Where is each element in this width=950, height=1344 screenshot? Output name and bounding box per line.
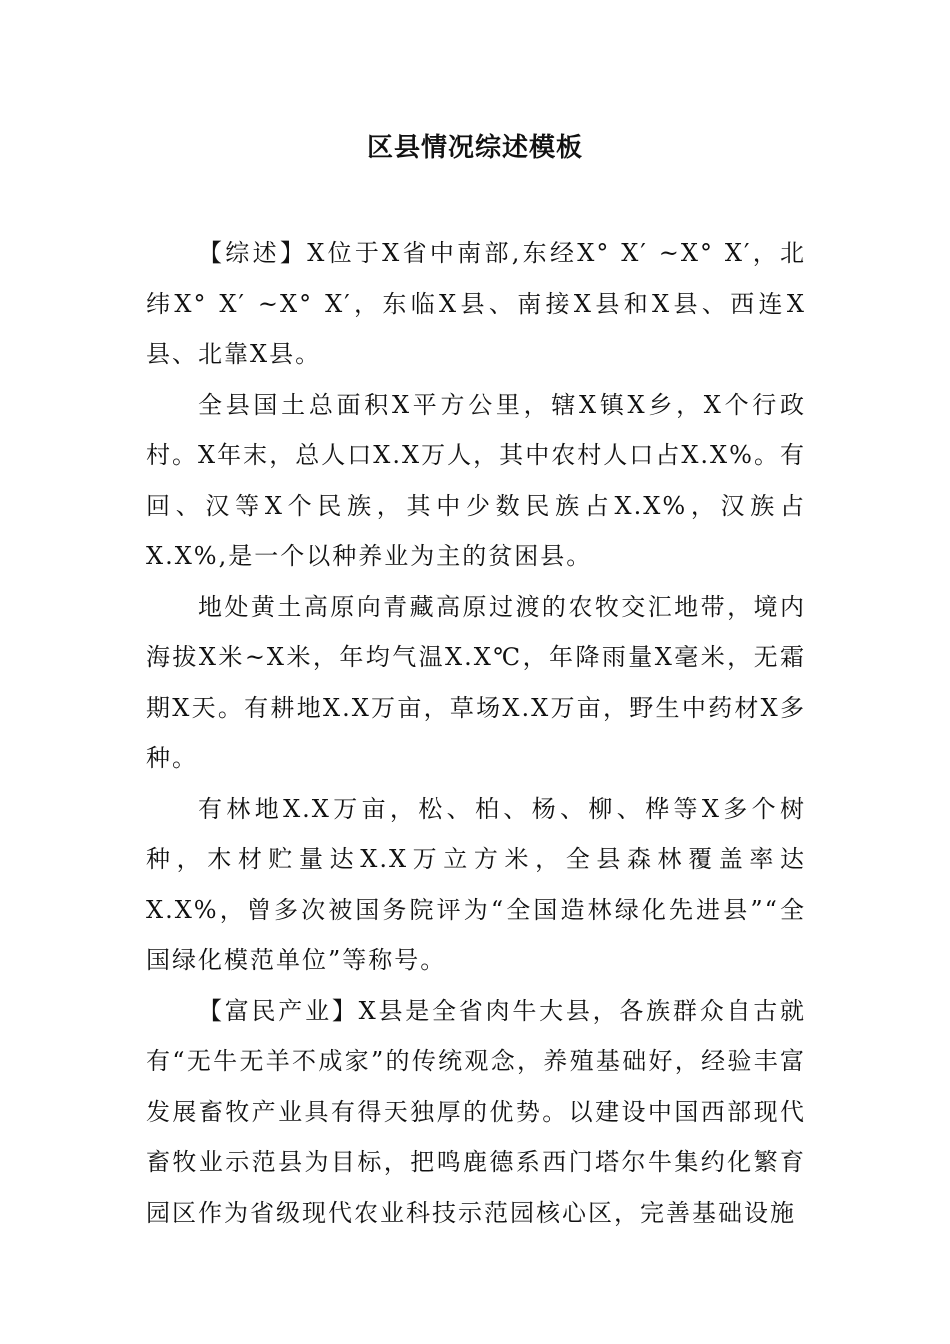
paragraph-geography-climate <box>146 582 806 784</box>
paragraph-land-population <box>146 380 806 582</box>
section-heading-overview: 【综述】 <box>198 239 308 267</box>
paragraph-text: X县是全省肉牛大县，各族群众自古就有“无牛无羊不成家”的传统观念，养殖基础好，经验丰富发展畜牧产业具有得天独厚的优势。以建设中国西部现代畜牧业示范县为目标，把鸣鹿德系西门塔尔牛集约化繁育园区作为省级现代农业科技示范园核心区，完善基础设施 <box>146 996 807 1227</box>
document-body <box>146 228 806 1238</box>
paragraph-overview <box>146 228 806 380</box>
paragraph-forestry <box>146 784 806 986</box>
document-title: 区县情况综述模板 <box>366 133 583 163</box>
section-heading-industry: 【富民产业】 <box>198 996 359 1025</box>
paragraph-industry <box>146 986 806 1239</box>
paragraph-text: 有林地X.X万亩，松、柏、杨、柳、桦等X多个树种，木材贮量达X.X万立方米，全县森林覆盖率达X.X%，曾多次被国务院评为“全国造林绿化先进县”“全国绿化模范单位”等称号。 <box>146 794 806 974</box>
paragraph-text: 全县国土总面积X平方公里，辖X镇X乡，X个行政村。X年末，总人口X.X万人，其中农村人口占X.X%。有回、汉等X个民族，其中少数民族占X.X%，汉族占X.X%,是一个以种养业为主的贫困县。 <box>146 390 806 570</box>
paragraph-text: X位于X省中南部,东经X° X′ ~X° X′，北纬X° X′ ~X° X′，东临X县、南接X县和X县、西连X县、北靠X县。 <box>146 239 807 368</box>
paragraph-text: 地处黄土高原向青藏高原过渡的农牧交汇地带，境内海拔X米~X米，年均气温X.X℃，年降雨量X毫米，无霜期X天。有耕地X.X万亩，草场X.X万亩，野生中药材X多种。 <box>146 592 806 772</box>
